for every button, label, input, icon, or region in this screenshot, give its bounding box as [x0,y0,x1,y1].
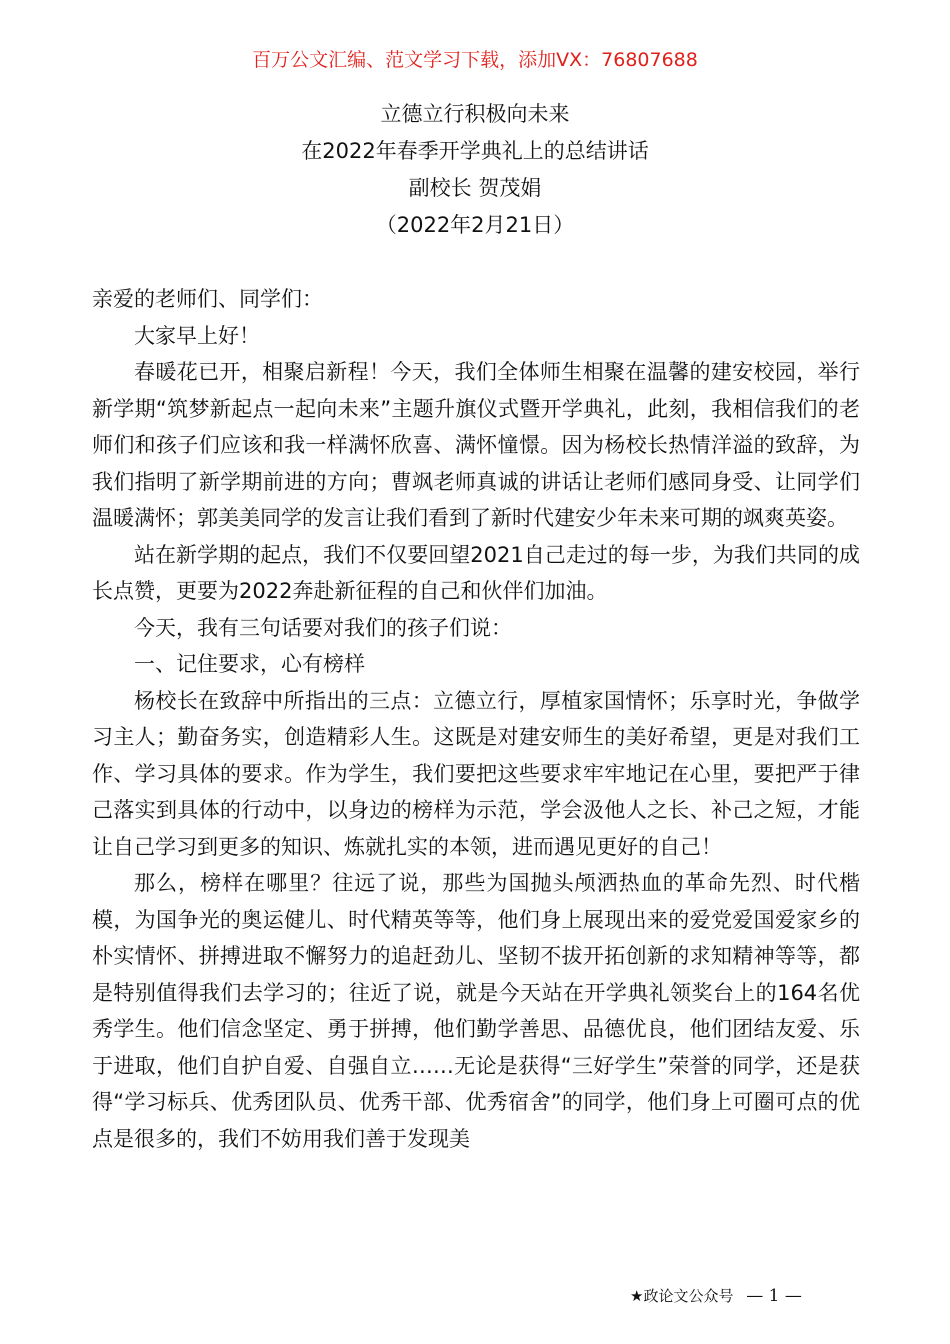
document-body [92,281,860,1157]
date-line: （2022年2月21日） [375,213,575,237]
section-heading-1: 一、记住要求，心有榜样 [134,652,365,676]
speaker-line: 副校长 贺茂娟 [408,176,542,200]
paragraph-4: 杨校长在致辞中所指出的三点：立德立行，厚植家国情怀；乐享时光，争做学习主人；勤奋务实，创造精彩人生。这既是对建安师生的美好希望，更是对我们工作、学习具体的要求。作为学生，我们要把这些要求牢牢地记在心里，要把严于律己落实到具体的行动中，以身边的榜样为示范，学会汲他人之长、补己之短，才能让自己学习到更多的知识、炼就扎实的本领，进而遇见更好的自己！ [92,688,860,859]
salutation: 亲爱的老师们、同学们： [92,287,323,311]
document-title: 立德立行积极向未来 [380,102,570,126]
paragraph-3: 今天，我有三句话要对我们的孩子们说： [134,615,512,640]
greeting: 大家早上好！ [134,323,260,348]
footer-source: ★政论文公众号 [630,1287,734,1305]
page-footer [630,1284,870,1308]
page-number: — 1 — [746,1286,802,1306]
paragraph-5: 那么，榜样在哪里？往远了说，那些为国抛头颅洒热血的革命先烈、时代楷模，为国争光的奥运健儿、时代精英等等，他们身上展现出来的爱党爱国爱家乡的朴实情怀、拼搏进取不懈努力的追赶劲儿、坚韧不拔开拓创新的求知精神等等，都是特别值得我们去学习的；往近了说，就是今天站在开学典礼领奖台上的164名优秀学生。他们信念坚定、勇于拼搏，他们勤学善思、品德优良，他们团结友爱、乐于进取，他们自护自爱、自强自立……无论是获得“三好学生”荣誉的同学，还是获得“学习标兵、优秀团队员、优秀干部、优秀宿舍”的同学，他们身上可圈可点的优点是很多的，我们不妨用我们善于发现美 [92,871,860,1151]
title-block [0,96,950,244]
paragraph-1: 春暖花已开，相聚启新程！今天，我们全体师生相聚在温馨的建安校园，举行新学期“筑梦新起点一起向未来”主题升旗仪式暨开学典礼，此刻，我相信我们的老师们和孩子们应该和我一样满怀欣喜、满怀憧憬。因为杨校长热情洋溢的致辞，为我们指明了新学期前进的方向；曹飒老师真诚的讲话让老师们感同身受、让同学们温暖满怀；郭美美同学的发言让我们看到了新时代建安少年未来可期的飒爽英姿。 [92,360,860,530]
watermark-banner: 百万公文汇编、范文学习下载，添加VX：76807688 [252,49,698,71]
document-subtitle: 在2022年春季开学典礼上的总结讲话 [301,139,649,163]
paragraph-2: 站在新学期的起点，我们不仅要回望2021自己走过的每一步，为我们共同的成长点赞，更要为2022奔赴新征程的自己和伙伴们加油。 [92,542,860,603]
